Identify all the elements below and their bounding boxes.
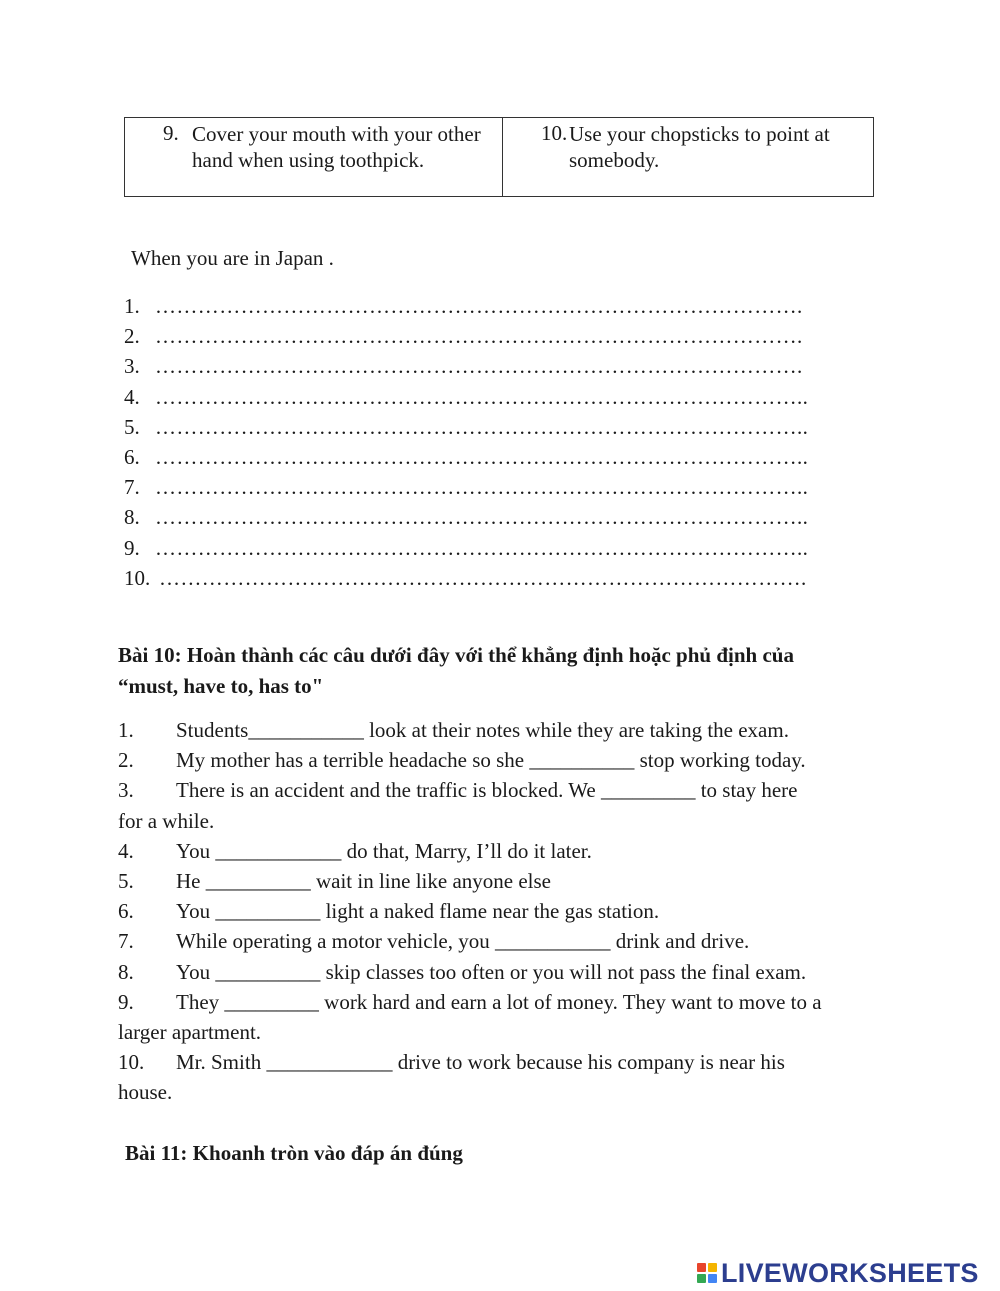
rule-number: 10.	[541, 121, 568, 145]
answer-line[interactable]	[124, 472, 884, 502]
line-number: 3.	[124, 354, 140, 379]
rule-text: Use your chopsticks to point at somebody.	[569, 122, 830, 172]
dotted-blank: ………………………………………………………………………………..	[155, 535, 809, 560]
dotted-blank: ………………………………………………………………………………..	[155, 475, 809, 500]
logo-square-icon	[697, 1274, 706, 1283]
item-text: You ____________ do that, Marry, I’ll do it later.	[176, 838, 592, 863]
item-text: They _________ work hard and earn a lot of money. They want to move to a	[176, 989, 822, 1014]
item-text: Students___________ look at their notes while they are taking the exam.	[176, 718, 789, 742]
line-number: 7.	[124, 475, 140, 500]
line-number: 9.	[124, 535, 140, 560]
exercise-item[interactable]	[118, 926, 888, 956]
answer-line[interactable]	[124, 442, 884, 472]
answer-line[interactable]	[124, 533, 884, 563]
dotted-blank: ……………………………………………………………………………….	[155, 354, 803, 379]
answer-line[interactable]	[124, 291, 884, 321]
dotted-answer-list	[124, 291, 884, 593]
logo-square-icon	[697, 1263, 706, 1272]
dotted-blank: ………………………………………………………………………………..	[155, 444, 809, 469]
item-text: While operating a motor vehicle, you ___________ drink and drive.	[176, 929, 750, 954]
exercise-item[interactable]	[118, 715, 888, 745]
rules-table-cell-9	[125, 118, 503, 196]
line-number: 8.	[124, 505, 140, 530]
item-number: 5.	[118, 868, 134, 893]
rule-text: Cover your mouth with your other hand when using toothpick.	[192, 122, 481, 172]
item-number: 10.	[118, 1050, 145, 1075]
rules-table-cell-10	[503, 118, 873, 196]
exercise-item-continuation: house.	[118, 1080, 173, 1105]
line-number: 4.	[124, 384, 140, 409]
line-number: 2.	[124, 324, 140, 349]
item-text: My mother has a terrible headache so she __________ stop working today.	[176, 748, 806, 773]
item-text: You __________ skip classes too often or you will not pass the final exam.	[176, 959, 807, 984]
exercise-item[interactable]	[118, 1047, 888, 1077]
exercise-item[interactable]	[118, 836, 888, 866]
exercise-item-continuation: for a while.	[118, 808, 215, 833]
exercise-item[interactable]	[118, 745, 888, 775]
line-number: 10.	[124, 565, 151, 590]
rule-number: 9.	[163, 121, 179, 145]
logo-square-icon	[708, 1274, 717, 1283]
logo-text: LIVEWORKSHEETS	[721, 1257, 979, 1288]
item-number: 8.	[118, 959, 134, 984]
exercise-item[interactable]	[118, 896, 888, 926]
intro-text: When you are in Japan .	[131, 246, 334, 270]
answer-line[interactable]	[124, 382, 884, 412]
answer-line[interactable]	[124, 502, 884, 532]
dotted-blank: ………………………………………………………………………………..	[155, 414, 809, 439]
item-number: 2.	[118, 748, 134, 773]
item-text: You __________ light a naked flame near the gas station.	[176, 899, 660, 924]
exercise-11-heading: Bài 11: Khoanh tròn vào đáp án đúng	[125, 1141, 463, 1165]
logo-mark-icon	[697, 1263, 717, 1283]
item-text: He __________ wait in line like anyone else	[176, 868, 551, 893]
item-number: 4.	[118, 838, 134, 863]
item-number: 9.	[118, 989, 134, 1014]
item-text: There is an accident and the traffic is blocked. We _________ to stay here	[176, 778, 798, 803]
exercise-10-heading-line1: Bài 10: Hoàn thành các câu dưới đây với thể khẳng định hoặc phủ định của	[118, 643, 794, 667]
dotted-blank: ………………………………………………………………………………..	[155, 384, 809, 409]
answer-line[interactable]	[124, 412, 884, 442]
line-number: 5.	[124, 414, 140, 439]
exercise-10-list	[118, 715, 888, 1107]
item-number: 3.	[118, 778, 134, 803]
dotted-blank: ……………………………………………………………………………….	[155, 324, 803, 349]
item-number: 7.	[118, 929, 134, 954]
line-number: 1.	[124, 294, 140, 318]
exercise-item[interactable]	[118, 987, 888, 1017]
exercise-10-heading-line2: “must, have to, has to"	[118, 674, 324, 698]
answer-line[interactable]	[124, 563, 884, 593]
exercise-item[interactable]	[118, 866, 888, 896]
dotted-blank: ……………………………………………………………………………….	[159, 565, 807, 590]
liveworksheets-logo	[697, 1258, 979, 1288]
item-number: 1.	[118, 718, 134, 742]
exercise-10-heading	[118, 640, 898, 702]
dotted-blank: ……………………………………………………………………………….	[155, 294, 803, 318]
line-number: 6.	[124, 444, 140, 469]
answer-line[interactable]	[124, 351, 884, 381]
dotted-blank: ………………………………………………………………………………..	[155, 505, 809, 530]
answer-line[interactable]	[124, 321, 884, 351]
exercise-item-continuation: larger apartment.	[118, 1019, 262, 1044]
exercise-item[interactable]	[118, 775, 888, 805]
rules-table	[124, 117, 874, 197]
item-text: Mr. Smith ____________ drive to work because his company is near his	[176, 1050, 785, 1075]
logo-square-icon	[708, 1263, 717, 1272]
exercise-item[interactable]	[118, 957, 888, 987]
item-number: 6.	[118, 899, 134, 924]
